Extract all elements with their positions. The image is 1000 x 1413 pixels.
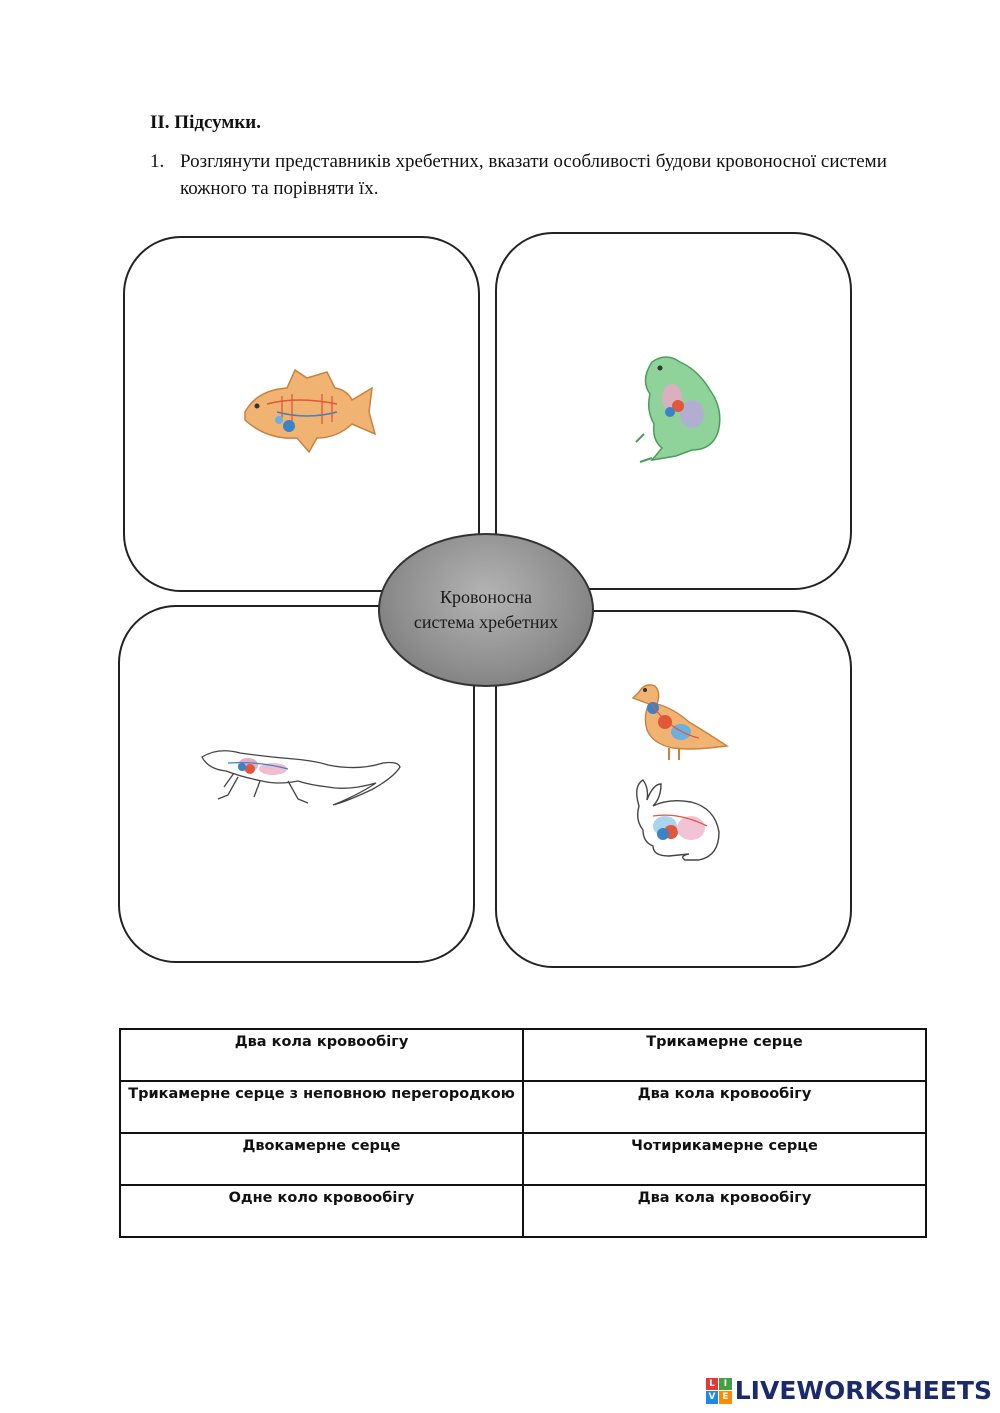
fish-box [123,236,480,592]
table-row [120,1081,926,1133]
answer-cell[interactable]: Трикамерне серце [523,1029,926,1081]
central-topic-ellipse [378,533,594,687]
answer-cell[interactable]: Одне коло кровообігу [120,1185,523,1237]
lizard-icon [198,743,404,827]
task-number: 1. [150,151,165,172]
answer-cell[interactable]: Двокамерне серце [120,1133,523,1185]
rabbit-icon [629,776,725,866]
liveworksheets-logo [706,1376,992,1405]
frog-icon [632,350,732,466]
task-text: Розглянути представників хребетних, вказати особливості будови кровоносної системи кожного та порівняти їх. [180,151,887,199]
central-topic-label: Кровоносна система хребетних [413,587,559,632]
frog-box [495,232,852,590]
answer-cell[interactable]: Два кола кровообігу [120,1029,523,1081]
fish-icon [237,360,377,460]
answer-cell[interactable]: Трикамерне серце з неповною перегородкою [120,1081,523,1133]
answer-cell[interactable]: Два кола кровообігу [523,1081,926,1133]
table-row [120,1029,926,1081]
table-row [120,1185,926,1237]
logo-text: LIVEWORKSHEETS [734,1376,992,1405]
section-heading: ІІ. Підсумки. [150,112,261,133]
logo-mark-icon: L I V E [706,1378,732,1404]
answer-table [119,1028,927,1238]
answer-cell[interactable]: Чотирикамерне серце [523,1133,926,1185]
answer-cell[interactable]: Два кола кровообігу [523,1185,926,1237]
bird-icon [629,678,729,764]
table-row [120,1133,926,1185]
